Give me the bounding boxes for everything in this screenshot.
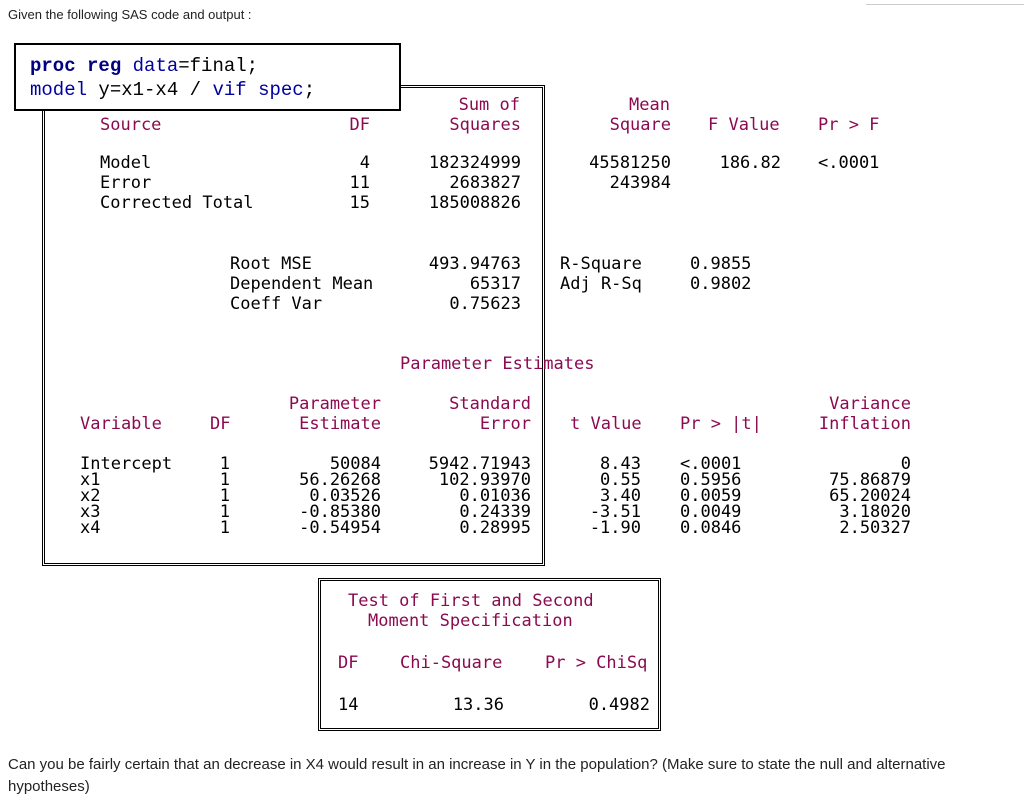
anova-row-error-df: 11 — [349, 173, 370, 193]
fit-label-coeff-var: Coeff Var — [230, 294, 323, 314]
code-keyword-reg: reg — [87, 55, 122, 77]
anova-row-model-df: 4 — [359, 153, 370, 173]
param-cell-df: 1 — [219, 502, 230, 522]
param-cell-df: 1 — [219, 518, 230, 538]
anova-row-total-ss: 185008826 — [428, 193, 521, 213]
param-cell-df: 1 — [219, 454, 230, 474]
anova-row-model-p: <.0001 — [818, 153, 880, 173]
anova-row-model-source: Model — [100, 153, 152, 173]
spec-header-p: Pr > ChiSq — [545, 653, 648, 673]
spec-title-line1: Test of First and Second — [348, 591, 594, 611]
param-header-df: DF — [210, 414, 231, 434]
param-header-p: Pr > |t| — [680, 414, 762, 434]
fit-value-root-mse: 493.94763 — [428, 254, 521, 274]
anova-row-error-source: Error — [100, 173, 152, 193]
param-cell-t: 0.55 — [600, 470, 641, 490]
param-cell-variable: x3 — [80, 502, 101, 522]
code-option-spec: spec — [258, 79, 304, 101]
anova-row-total-df: 15 — [349, 193, 370, 213]
param-cell-t: 3.40 — [600, 486, 641, 506]
fit-label-dependent-mean: Dependent Mean — [230, 274, 374, 294]
code-option-vif: vif — [212, 79, 247, 101]
param-cell-t: -3.51 — [589, 502, 641, 522]
anova-header-ms-line2: Square — [609, 115, 671, 135]
fit-value-coeff-var: 0.75623 — [449, 294, 521, 314]
param-cell-df: 1 — [219, 470, 230, 490]
param-header-se-line1: Standard — [449, 394, 531, 414]
param-cell-vif: 0 — [900, 454, 911, 474]
param-header-est-line1: Parameter — [288, 394, 381, 414]
param-cell-se: 0.24339 — [459, 502, 531, 522]
anova-row-model-ss: 182324999 — [428, 153, 521, 173]
param-cell-p: 0.0049 — [680, 502, 742, 522]
fit-label-adj-r-sq: Adj R-Sq — [560, 274, 642, 294]
param-cell-p: <.0001 — [680, 454, 742, 474]
param-cell-variable: x4 — [80, 518, 101, 538]
anova-header-source: Source — [100, 115, 162, 135]
param-cell-variable: x1 — [80, 470, 101, 490]
sas-code-box — [14, 43, 401, 111]
spec-value-p: 0.4982 — [588, 695, 650, 715]
anova-row-total-source: Corrected Total — [100, 193, 254, 213]
param-cell-se: 0.28995 — [459, 518, 531, 538]
code-model-spec: y=x1-x4 — [87, 79, 190, 101]
param-header-se-line2: Error — [479, 414, 531, 434]
param-header-t: t Value — [570, 414, 642, 434]
anova-header-ss-line2: Squares — [449, 115, 521, 135]
anova-row-model-ms: 45581250 — [589, 153, 671, 173]
param-header-vif-line2: Inflation — [818, 414, 911, 434]
anova-header-f: F Value — [708, 115, 780, 135]
fit-label-root-mse: Root MSE — [230, 254, 312, 274]
code-slash: / — [189, 79, 202, 101]
spec-header-df: DF — [338, 653, 359, 673]
code-dataset: =final; — [178, 55, 259, 77]
param-cell-t: 8.43 — [600, 454, 641, 474]
param-cell-est: -0.54954 — [299, 518, 381, 538]
param-cell-p: 0.5956 — [680, 470, 742, 490]
param-cell-vif: 65.20024 — [829, 486, 911, 506]
code-line-1 — [30, 55, 258, 77]
param-cell-variable: Intercept — [80, 454, 173, 474]
code-semicolon: ; — [303, 79, 316, 101]
param-title: Parameter Estimates — [400, 354, 595, 374]
spec-value-chisq: 13.36 — [452, 695, 504, 715]
question-intro: Given the following SAS code and output : — [8, 7, 252, 22]
anova-row-error-ss: 2683827 — [449, 173, 521, 193]
fit-value-r-square: 0.9855 — [690, 254, 752, 274]
param-cell-est: 56.26268 — [299, 470, 381, 490]
param-cell-vif: 3.18020 — [839, 502, 911, 522]
code-keyword-model: model — [30, 79, 88, 101]
anova-header-ss-line1: Sum of — [458, 95, 520, 115]
param-header-variable: Variable — [80, 414, 162, 434]
anova-row-model-f: 186.82 — [719, 153, 781, 173]
param-header-est-line2: Estimate — [299, 414, 381, 434]
param-cell-se: 0.01036 — [459, 486, 531, 506]
spec-header-chisq: Chi-Square — [400, 653, 503, 673]
fit-value-adj-r-sq: 0.9802 — [690, 274, 752, 294]
param-header-vif-line1: Variance — [829, 394, 911, 414]
anova-row-error-ms: 243984 — [609, 173, 671, 193]
param-cell-se: 5942.71943 — [428, 454, 531, 474]
param-cell-variable: x2 — [80, 486, 101, 506]
param-cell-p: 0.0846 — [680, 518, 742, 538]
param-cell-est: -0.85380 — [299, 502, 381, 522]
anova-header-df: DF — [349, 115, 370, 135]
anova-header-ms-line1: Mean — [629, 95, 670, 115]
param-cell-df: 1 — [219, 486, 230, 506]
code-option-data: data — [132, 55, 179, 77]
top-right-divider — [866, 4, 1024, 5]
question-text: Can you be fairly certain that an decrease in X4 would result in an increase in Y in the population? (Make sure to state the null and alternative hypotheses) — [8, 756, 946, 795]
code-keyword-proc: proc — [30, 55, 76, 77]
code-line-2 — [30, 79, 315, 101]
param-cell-se: 102.93970 — [438, 470, 531, 490]
spec-title-line2: Moment Specification — [368, 611, 573, 631]
fit-value-dependent-mean: 65317 — [469, 274, 521, 294]
fit-label-r-square: R-Square — [560, 254, 642, 274]
param-cell-est: 50084 — [329, 454, 381, 474]
anova-header-p: Pr > F — [818, 115, 880, 135]
spec-value-df: 14 — [338, 695, 359, 715]
param-cell-vif: 2.50327 — [839, 518, 911, 538]
param-cell-vif: 75.86879 — [829, 470, 911, 490]
param-cell-est: 0.03526 — [309, 486, 381, 506]
param-cell-t: -1.90 — [589, 518, 641, 538]
param-cell-p: 0.0059 — [680, 486, 742, 506]
